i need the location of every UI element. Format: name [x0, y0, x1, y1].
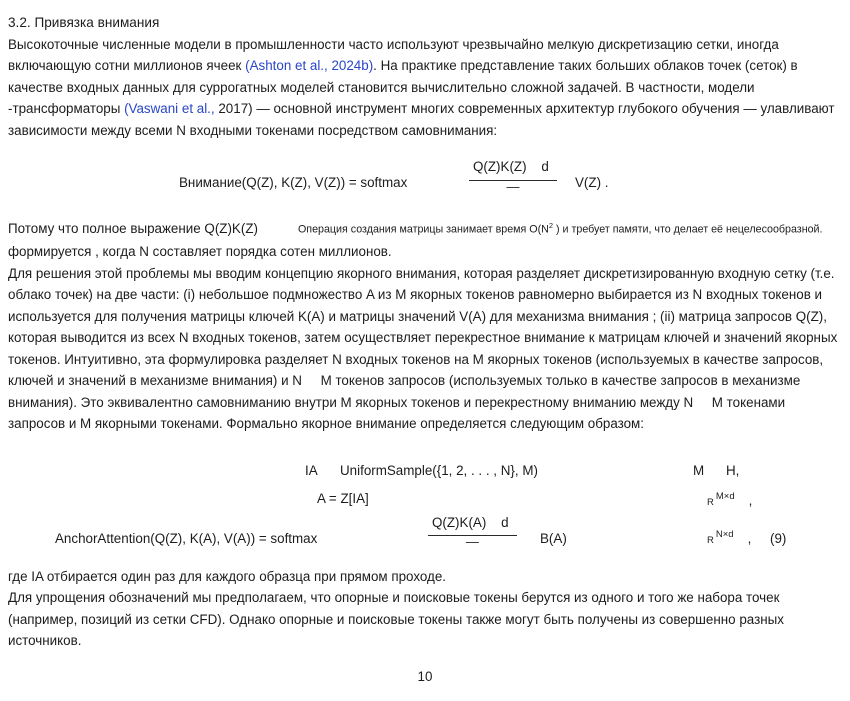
paragraph-where: где IA отбирается один раз для каждого образца при прямом проходе.	[8, 568, 447, 584]
note-main-text-1: Потому что полное выражение Q(Z)K(Z)	[8, 220, 258, 236]
footnote-text-a: Операция создания матрицы занимает время O(N	[297, 223, 549, 236]
paragraph-intro	[8, 34, 842, 142]
equation-attention-rhs: V(Z) .	[575, 175, 609, 190]
note-main-text-2: формируется , когда N составляет порядка сотен миллионов.	[8, 244, 392, 260]
eq8a-set-m: M	[693, 462, 705, 478]
eq9-rhs: B(A)	[540, 530, 567, 546]
equation-block-anchor	[8, 448, 842, 566]
page-number: 10	[417, 668, 433, 684]
citation-link-vaswani[interactable]: (Vaswani et al.,	[124, 101, 215, 116]
eq9-comma: ,	[747, 530, 752, 546]
eq9-set-symbol: R	[707, 534, 714, 546]
eq8b-lhs: A = Z[IA]	[317, 490, 369, 506]
eq8b-set	[707, 490, 752, 514]
footnote-inline	[298, 215, 823, 241]
eq8a-body: UniformSample({1, 2, . . . , N}, M)	[340, 462, 538, 478]
paragraph-intro-text-2: . На практике представление таких больших облаков точек (сеток) в качестве входных данных для суррогатных моделей становится вычислительно сложной задачей. В частности, модели -трансформаторы	[8, 58, 798, 116]
footnote-superscript: 2	[548, 221, 554, 230]
paragraph-intro-text-1: Высокоточные численные модели в промышленности часто используют чрезвычайно мелкую дискретизацию сетки, иногда включающую сотни миллионов ячеек	[8, 36, 779, 73]
eq8a-set-h: H,	[726, 462, 740, 478]
equation-attention	[8, 150, 842, 208]
equation-attention-lhs: Внимание(Q(Z), K(Z), V(Z)) = softmax	[179, 175, 408, 190]
eq8b-set-superscript: M×d	[715, 490, 735, 502]
eq9-set	[707, 528, 751, 552]
eq9-fraction-denominator: —	[465, 534, 479, 550]
paragraph-anchor-attention: Для решения этой проблемы мы вводим концепцию якорного внимания, которая разделяет дискретизированную входную сетку (т.е. облако точек) на две части: (i) небольшое подмножество A из M якорных токенов равномерно выбирается из N входных токенов и используется для получения матрицы ключей K(A) и матрицы значений V(A) для механизма внимания ; (ii) матрица запросов Q(Z), которая выводится из всех N входных токенов, затем осуществляет перекрестное внимание к матрицам ключей и значений якорных токенов. Интуитивно, эта формулировка разделяет N входных токенов на M якорных токенов (используемых в качестве запросов, ключей и значений в механизме внимания) и N M токенов запросов (используемых только в качестве запросов в механизме внимания). Это эквивалентно самовниманию внутри M якорных токенов и перекрестному вниманию между N M токенами запросов и M якорными токенами. Формально якорное внимание определяется следующим образом:	[8, 265, 838, 432]
eq9-set-superscript: N×d	[715, 528, 734, 540]
fraction-numerator: Q(Z)K(Z) d	[469, 156, 557, 181]
fraction-denominator: —	[506, 178, 520, 194]
note-line-1	[8, 215, 842, 241]
eq8b-comma: ,	[748, 492, 753, 508]
footnote-text-b: ) и требует памяти, что делает её нецелесообразной.	[553, 223, 823, 236]
paragraph-intro-text-3: 2017) — основной инструмент многих современных архитектур глубокого обучения — улавливают зависимости между всеми N входными токенами посредством самовнимания:	[8, 101, 835, 138]
section-heading: 3.2. Привязка внимания	[8, 15, 160, 30]
eq8b-set-symbol: R	[707, 496, 714, 508]
equation-attention-fraction	[469, 156, 557, 192]
eq9-lhs: AnchorAttention(Q(Z), K(A), V(A)) = softmax	[55, 530, 318, 546]
eq9-fraction	[428, 512, 517, 548]
citation-link-ashton[interactable]: (Ashton et al., 2024b)	[245, 58, 374, 73]
paragraph-notation: Для упрощения обозначений мы предполагаем, что опорные и поисковые токены берутся из одного и того же набора точек (например, позиций из сетки CFD). Однако опорные и поисковые токены также могут быть получены из совершенно разных источников.	[8, 590, 784, 649]
equation-number: (9)	[770, 530, 787, 546]
eq9-fraction-numerator: Q(Z)K(A) d	[428, 512, 517, 537]
note-paragraph	[8, 215, 842, 263]
eq8a-lhs: IA	[305, 462, 318, 478]
